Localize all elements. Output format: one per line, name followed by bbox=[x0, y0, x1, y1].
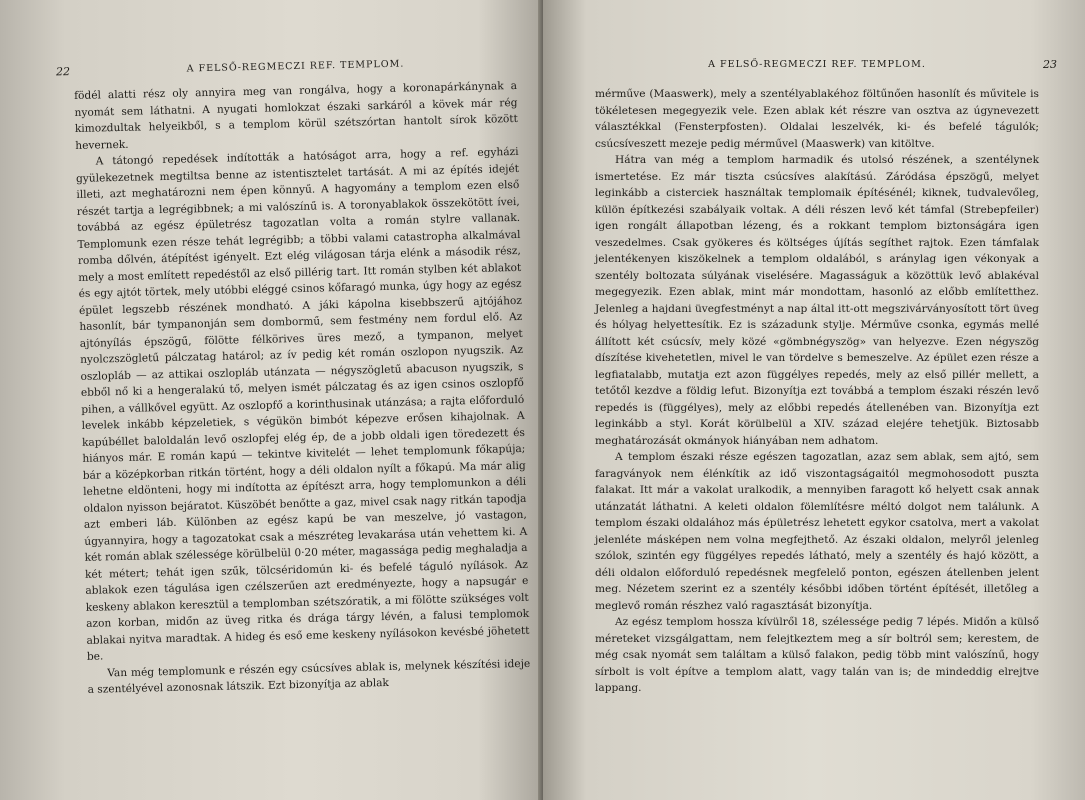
right-paragraph: A templom északi része egészen tagozatlan, azaz sem ablak, sem ajtó, sem faragványok nem élénkítik az idő viszontagságaitól megmohosodott puszta falakat. Itt már a vakolat uralkodik, a mennyiben faragott kő helyett csak annak utánzatát láthatni. A keleti oldalon fölemlítésre méltó dolgot nem találunk. A templom északi oldalához más épületrész lehetett egykor csatolva, mert a vakolat jelenléte másképen nem volna megfejthető. Az északi oldalon, melyről jelenleg szólok, szintén egy függélyes repedés látható, mely a szentély és hajó között, a déli oldalon előforduló repedésnek megfelelő ponton, egészen átellenben jelent meg. Nézetem szerint ez a szentély későbbi időben történt építését, illetőleg a meglevő román részhez való ragasztását bizonyítja. bbox=[595, 451, 1039, 612]
right-page-number: 23 bbox=[1043, 58, 1057, 71]
left-page-body bbox=[74, 78, 531, 698]
right-paragraph: mérműve (Maaswerk), mely a szentélyablakéhoz föltűnően hasonlít és művitele is tökéletesen megegyezik vele. Ezen ablak két részre van osztva az úgynevezett választékkal (Fensterpfosten). Oldalai leszelvék, ki- és befelé tágulók; csúcsíveszett mezeje pedig mérművel (Maaswerk) van kitöltve. bbox=[595, 88, 1039, 150]
left-paragraph: födél alatti rész oly annyira meg van rongálva, hogy a koronapárkánynak a nyomát sem láthatni. A nyugati homlokzat északi sarkáról a kövek már rég kimozdultak helyeikből, s a templom körül szétszórtan hantolt sírok között hevernek. bbox=[74, 79, 518, 152]
right-page-body bbox=[595, 86, 1039, 697]
right-paragraph: Hátra van még a templom harmadik és utolsó részének, a szentélynek ismertetése. Ez már tiszta csúcsíves alakítású. Záródása épszögű, melyet leginkább a cisterciek használtak templomaik építésénél; kiknek, tudvalevőleg, külön építkezési szabályaik voltak. A déli részen levő két támfal (Strebepfeiler) igen rongált állapotban lézeng, és a rokkant templom biztonságára igen veszedelmes. Csak gyökeres és költséges újítás segíthet rajtok. Ezen támfalak jelentékenyen kiszökelnek a templom oldalából, s aránylag igen vékonyak a szentély boltozata súlyának viselésére. Magasságuk a közöttük levő ablakéval megegyezik. Ezen ablak, mint már mondottam, hasonló az előbb említetthez. Jelenleg a hajdani üvegfestményt a nap által itt-ott megszivárványosított tört üveg és hólyag helyettesítik. Ez is századunk stylje. Mérműve csonka, egymás mellé állított két csúcsív, mely közé «gömbnégyszög» van helyezve. Ezen négyszög díszítése kivehetetlen, mivel le van tördelve s bemeszelve. Az épület ezen része a legfiatalabb, mutatja ezt azon függélyes repedés, mely az első pillér mellett, a tetőtől kezdve a földig lefut. Bizonyítja ezt továbbá a templom északi részén levő repedés is (függélyes), mely az előbbi repedés átellenében van. Bizonyítja ezt leginkább a styl. Korát körülbelül a XIV. század elejére tehetjük. Biztosabb meghatározását okmányok hiányában nem adhatom. bbox=[595, 154, 1039, 447]
left-paragraph: Van még templomunk e részén egy csúcsíves ablak is, melynek készítési ideje a szentélyével azonosnak látszik. Ezt bizonyítja az ablak bbox=[87, 657, 531, 696]
left-page-number: 22 bbox=[55, 65, 71, 79]
right-running-head bbox=[595, 58, 1057, 72]
right-running-head-text: A FELSŐ-REGMECZI REF. TEMPLOM. bbox=[708, 59, 926, 70]
right-page bbox=[543, 0, 1085, 800]
left-running-head-text: A FELSŐ-REGMECZI REF. TEMPLOM. bbox=[186, 58, 405, 75]
left-running-head bbox=[55, 55, 517, 79]
left-paragraph: A tátongó repedések indították a hatóságot arra, hogy a ref. egyházi gyülekezetnek megtiltsa benne az istentisztelet tartását. A mi az építés idejét illeti, azt meghatározni nem épen könnyű. A hagyomány a templom ezen első részét tartja a legrégibbnek; a mi valószínű is. A toronyablakok összekötött ívei, továbbá az egész épületrész tagozatlan volta a román stylre vallanak. Templomunk ezen része tehát legrégibb; a többi valami catastropha alkalmával romba dőlvén, átépítést igényelt. Ezt elég világosan tárja elénk a második rész, mely a most említett repedéstől az első pillérig tart. Itt román stylben két ablakot és egy ajtót törtek, mely utóbbi eléggé csinos kőfaragó munka, úgy hogy az egész épület legszebb részének mondható. A jáki kápolna kisebbszerű ajtójához hasonlít, bár tympanonján sem dombormű, sem festmény nem fordul elő. Az ajtónyílás épszögű, fölötte félkörives üres mező, a tympanon, melyet nyolczszögletű pálczatag határol; az ív pedig két román oszlopon nyugszik. Az oszlopláb — az attikai oszlopláb utánzata — négyszögletű abacuson nyugszik, s ebből nő ki a hengeralakú tő, melyen ismét pálczatag és az igen csinos oszlopfő pihen, a vállkővel együtt. Az oszlopfő a korinthusinak utánzása; a rajta előforduló levelek inkább képzeletiek, s végükön bimbót képezve erősen kihajolnak. A kapúbéllet baloldalán levő oszlopfej elég ép, de a jobb oldali igen töredezett és hiányos már. E román kapú — tekintve kivitelét — lehet templomunk főkapúja; bár a középkorban ritkán történt, hogy a déli oldalon nyílt a főkapú. Ma már alig lehetne eldönteni, hogy mi indította az építészt arra, hogy templomunkon a déli oldalon nyisson bejáratot. Küszöbét benőtte a gaz, mivel csak nagy ritkán tapodja azt emberi láb. Különben az egész kapú be van meszelve, jó vastagon, úgyannyira, hogy a tagozatokat csak a mészréteg levakarása után vehettem ki. A két román ablak szélessége körülbelül 0·20 méter, magassága pedig meghaladja a két métert; tehát igen szűk, tölcséridomún ki- és befelé táguló nyílások. Az ablakok ezen tágulása igen czélszerűen azt eredményezte, hogy a napsugár e keskeny ablakon keresztül a templomban szétszóratik, a mi fölötte szükséges volt azon korban, midőn az üveg ritka és drága tárgy lévén, a falusi templomok ablakai nyitva maradtak. A hideg és eső eme keskeny nyílásokon kevésbé jöhetett be. bbox=[75, 145, 530, 663]
right-paragraph: Az egész templom hossza kívülről 18, szélessége pedig 7 lépés. Midőn a külső méreteket vizsgálgattam, nem felejtkeztem meg a sír boltról sem; kerestem, de még csak nyomát sem találtam a külső falakon, pedig több mint valószínű, hogy sírbolt is volt építve a templom alatt, vagy talán van is; de mindeddig elrejtve lappang. bbox=[595, 616, 1039, 694]
